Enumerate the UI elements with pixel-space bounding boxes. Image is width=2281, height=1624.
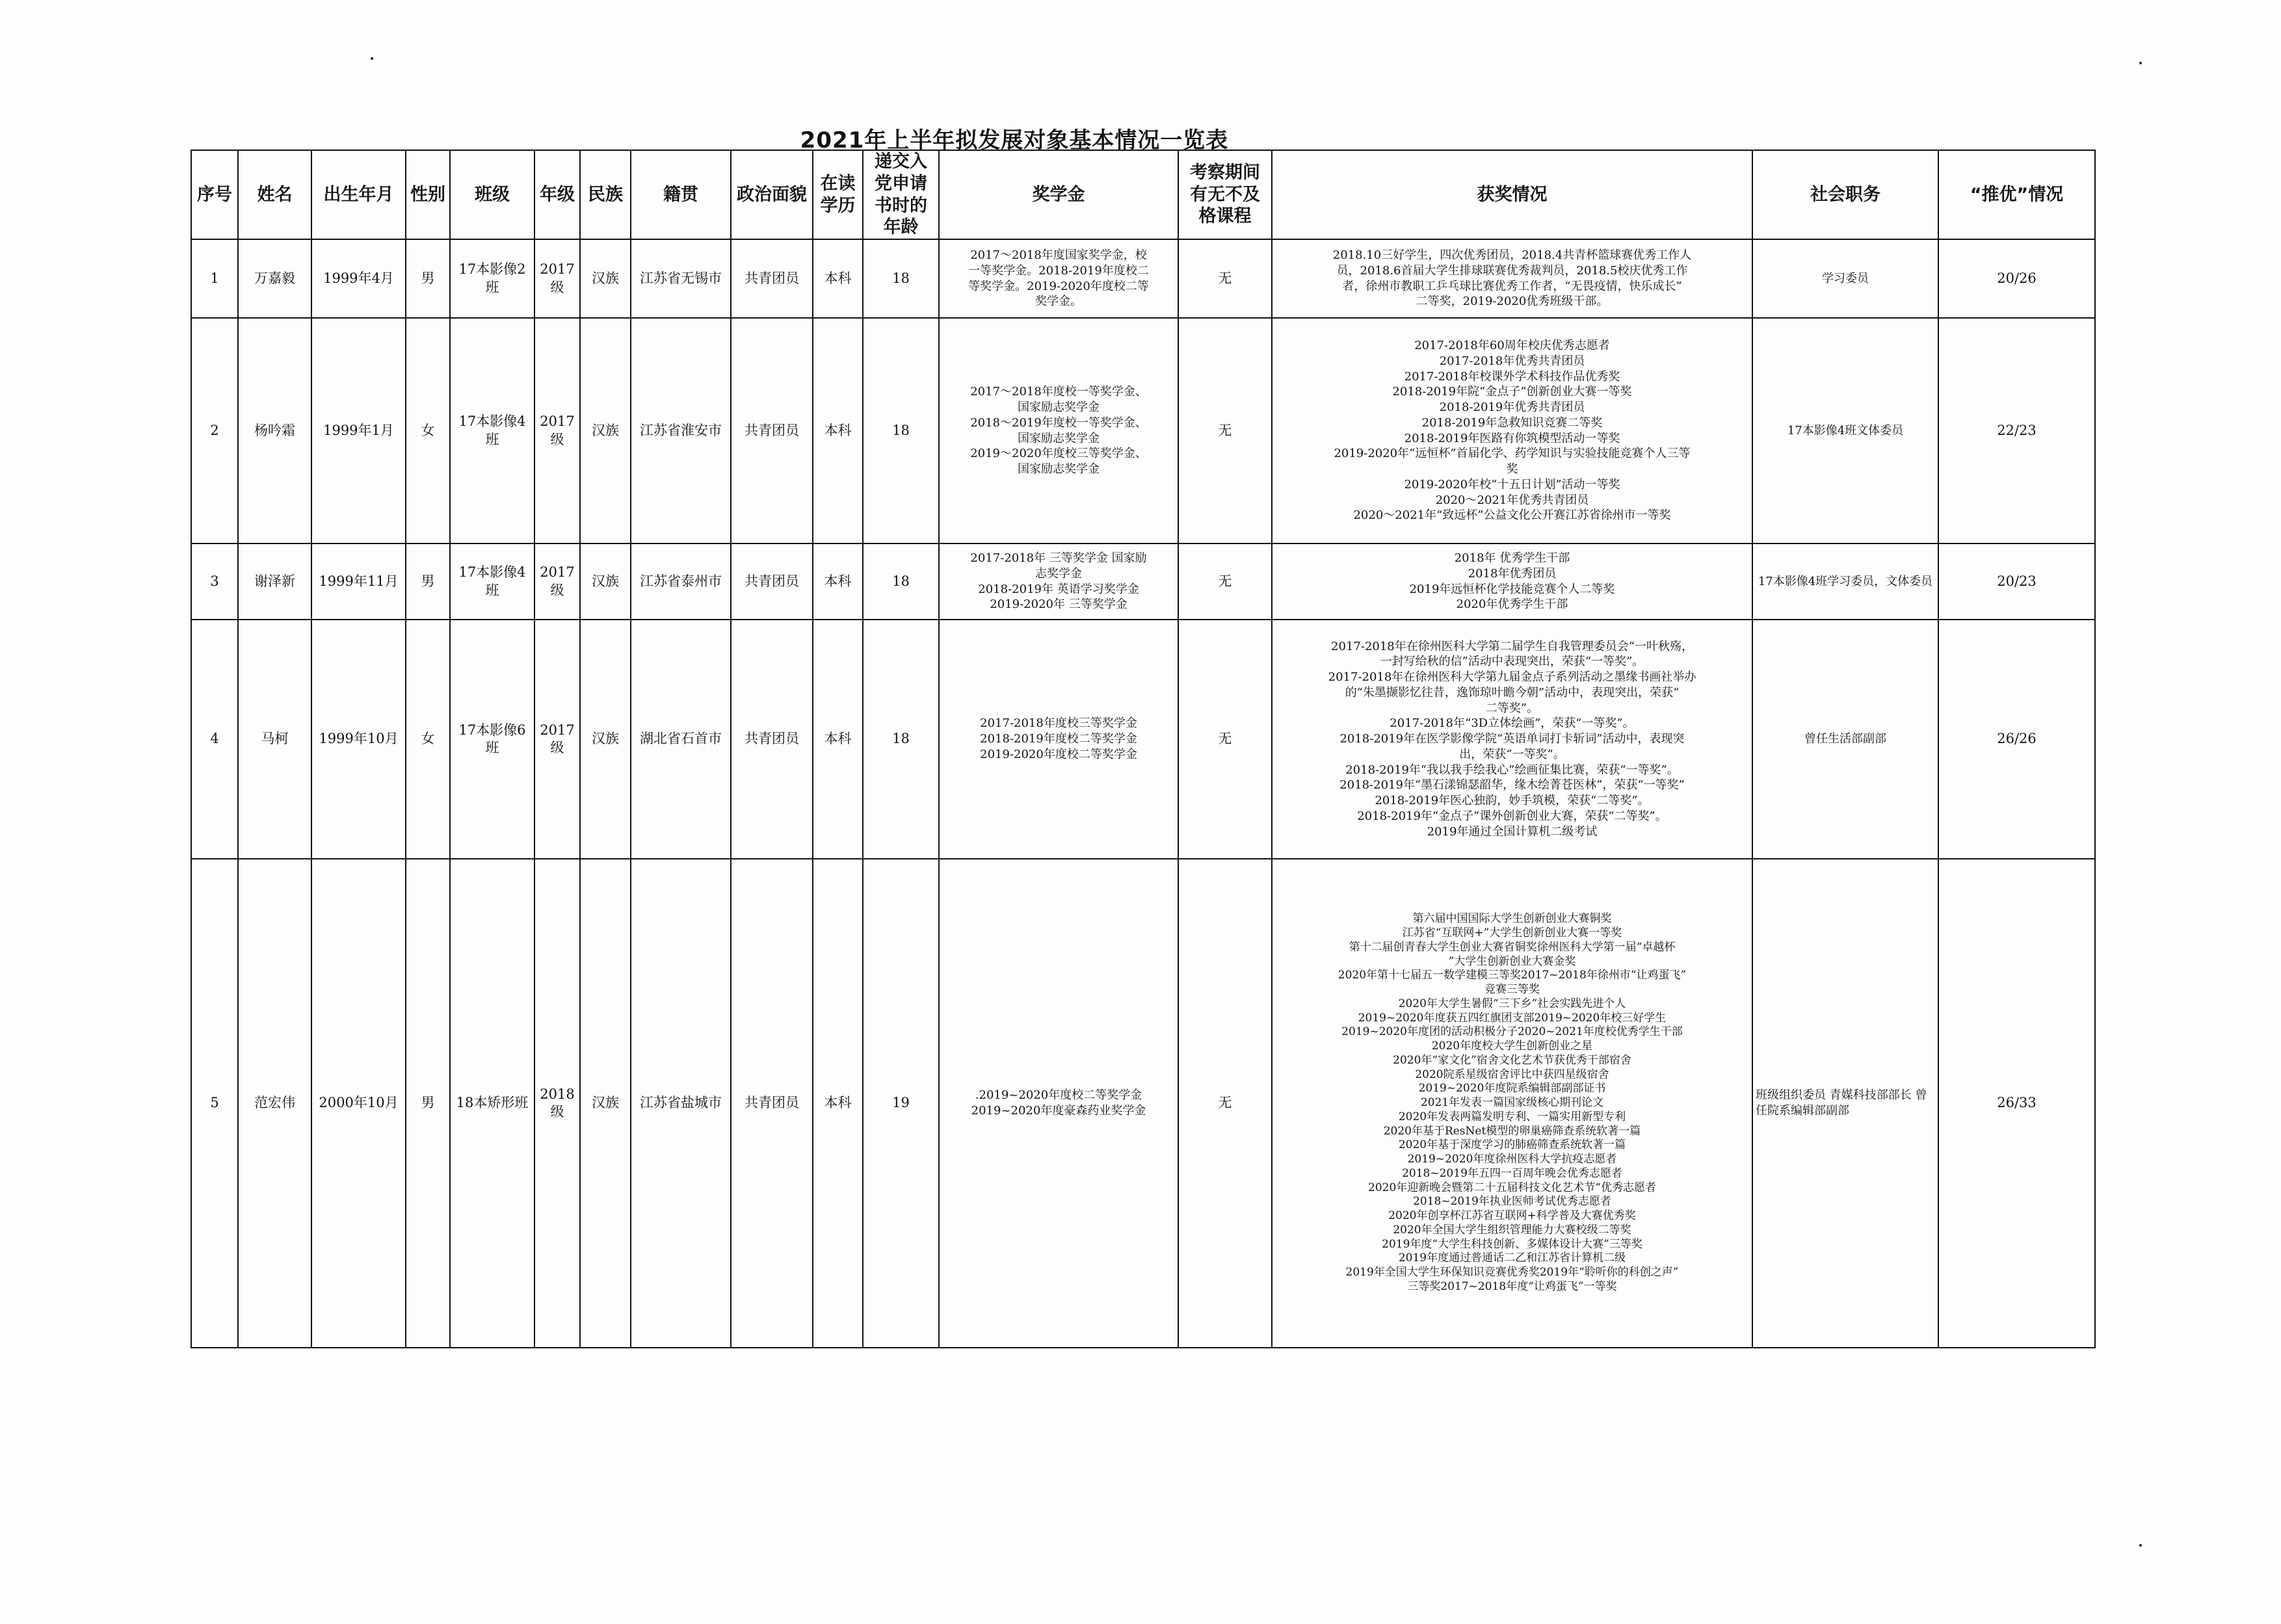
awards-cell-line: 2019年全国大学生环保知识竞赛优秀奖2019年“聆听你的科创之声” bbox=[1345, 1266, 1679, 1279]
header-cell: 序号 bbox=[191, 150, 238, 239]
awards-cell-line: 2019~2020年度获五四红旗团支部2019~2020年校三好学生 bbox=[1358, 1011, 1667, 1025]
recommend-cell: 26/26 bbox=[1938, 620, 2095, 859]
scholarship-cell bbox=[939, 859, 1178, 1348]
scholarship-cell-line: 2018～2019年度校一等奖学金、 bbox=[970, 415, 1147, 430]
header-cell: 奖学金 bbox=[939, 150, 1178, 239]
header-cell: 年级 bbox=[534, 150, 580, 239]
education-cell: 本科 bbox=[813, 544, 863, 620]
awards-cell-line: 出，荣获“一等奖”。 bbox=[1459, 747, 1565, 761]
awards-cell-line: 2020年大学生暑假“三下乡”社会实践先进个人 bbox=[1398, 997, 1626, 1010]
row-number: 1 bbox=[191, 239, 238, 318]
header-cell: 性别 bbox=[406, 150, 450, 239]
scholarship-cell-line: 2019～2020年度校三等奖学金、 bbox=[970, 447, 1147, 461]
social-duty-cell: 17本影像4班文体委员 bbox=[1752, 318, 1938, 544]
origin-cell: 江苏省盐城市 bbox=[631, 859, 731, 1348]
grade-cell: 2017级 bbox=[534, 318, 580, 544]
ethnic-cell: 汉族 bbox=[580, 239, 631, 318]
header-cell: 民族 bbox=[580, 150, 631, 239]
age-cell: 18 bbox=[863, 544, 939, 620]
grade-cell: 2017级 bbox=[534, 239, 580, 318]
table-body bbox=[191, 239, 2095, 1348]
ethnic-cell: 汉族 bbox=[580, 859, 631, 1348]
scan-speck bbox=[2139, 62, 2142, 64]
awards-cell-line: 2018~2019年五四一百周年晚会优秀志愿者 bbox=[1402, 1166, 1622, 1180]
gender-cell: 女 bbox=[406, 620, 450, 859]
awards-cell-line: 2019-2020年“远恒杯”首届化学、药学知识与实验技能竞赛个人三等 bbox=[1334, 447, 1691, 461]
awards-cell-line: 2020年全国大学生组织管理能力大赛校级二等奖 bbox=[1393, 1223, 1631, 1237]
awards-cell-line: 2018-2019年医路有你筑模型活动一等奖 bbox=[1404, 431, 1620, 445]
class-cell: 17本影像4班 bbox=[450, 544, 534, 620]
awards-cell-line: 2019-2020年校“十五日计划”活动一等奖 bbox=[1404, 477, 1620, 491]
education-cell: 本科 bbox=[813, 239, 863, 318]
name-cell: 范宏伟 bbox=[238, 859, 311, 1348]
awards-cell-line: 2019~2020年度徐州医科大学抗疫志愿者 bbox=[1407, 1153, 1617, 1166]
scholarship-cell-line: 2017～2018年度校一等奖学金、 bbox=[970, 385, 1147, 399]
awards-cell-line: 第十二届创青春大学生创业大赛省铜奖徐州医科大学第一届“卓越杯 bbox=[1349, 940, 1676, 954]
awards-cell-line: 2018年 优秀学生干部 bbox=[1454, 551, 1570, 565]
age-cell: 18 bbox=[863, 620, 939, 859]
origin-cell: 江苏省无锡市 bbox=[631, 239, 731, 318]
scholarship-cell bbox=[939, 544, 1178, 620]
awards-cell-line: 2020年度校大学生创新创业之星 bbox=[1431, 1040, 1593, 1053]
ethnic-cell: 汉族 bbox=[580, 620, 631, 859]
political-cell: 共青团员 bbox=[731, 239, 813, 318]
awards-cell-line: 2018年优秀团员 bbox=[1468, 566, 1557, 581]
awards-cell-line: 2018-2019年院“金点子”创新创业大赛一等奖 bbox=[1392, 385, 1632, 399]
birth-cell: 1999年11月 bbox=[311, 544, 406, 620]
awards-cell-line: 2017-2018年“3D立体绘画”，荣获“一等奖”。 bbox=[1390, 716, 1635, 731]
ethnic-cell: 汉族 bbox=[580, 318, 631, 544]
awards-cell-line: 的“朱墨撷影忆往昔，逸饰琼叶瞻今朝”活动中，表现突出，荣获“ bbox=[1345, 685, 1680, 700]
scholarship-cell-line: 国家励志奖学金 bbox=[1018, 462, 1100, 476]
awards-cell-line: 2020～2021年“致远杯”公益文化公开赛江苏省徐州市一等奖 bbox=[1353, 508, 1671, 523]
table-row bbox=[191, 544, 2095, 620]
name-cell: 马柯 bbox=[238, 620, 311, 859]
gender-cell: 女 bbox=[406, 318, 450, 544]
scholarship-cell-line: 2017-2018年 三等奖学金 国家励 bbox=[970, 551, 1147, 565]
scholarship-cell-line: 志奖学金 bbox=[1035, 566, 1082, 581]
awards-cell-line: 2020年基于ResNet模型的卵巢癌筛查系统软著一篇 bbox=[1383, 1124, 1641, 1138]
recommend-cell: 20/23 bbox=[1938, 544, 2095, 620]
scholarship-cell-line: 国家励志奖学金 bbox=[1018, 431, 1100, 445]
header-cell: 班级 bbox=[450, 150, 534, 239]
awards-cell bbox=[1272, 859, 1752, 1348]
header-cell: 政治面貌 bbox=[731, 150, 813, 239]
class-cell: 18本矫形班 bbox=[450, 859, 534, 1348]
failed-course-cell: 无 bbox=[1178, 620, 1272, 859]
name-cell: 杨吟霜 bbox=[238, 318, 311, 544]
gender-cell: 男 bbox=[406, 544, 450, 620]
awards-cell-line: 奖 bbox=[1506, 462, 1518, 476]
awards-cell-line: 2019年通过全国计算机二级考试 bbox=[1427, 824, 1598, 839]
awards-cell-line: 2020年“家文化”宿舍文化艺术节获优秀干部宿舍 bbox=[1393, 1053, 1631, 1067]
scan-speck bbox=[2139, 1544, 2142, 1547]
origin-cell: 湖北省石首市 bbox=[631, 620, 731, 859]
failed-course-cell: 无 bbox=[1178, 239, 1272, 318]
awards-cell bbox=[1272, 239, 1752, 318]
header-cell: 出生年月 bbox=[311, 150, 406, 239]
failed-course-cell: 无 bbox=[1178, 859, 1272, 1348]
header-cell: 姓名 bbox=[238, 150, 311, 239]
social-duty-cell: 曾任生活部副部 bbox=[1752, 620, 1938, 859]
awards-cell-line: 2018-2019年优秀共青团员 bbox=[1439, 400, 1585, 414]
scholarship-cell-line: 2018-2019年度校二等奖学金 bbox=[980, 732, 1137, 746]
political-cell: 共青团员 bbox=[731, 859, 813, 1348]
origin-cell: 江苏省泰州市 bbox=[631, 544, 731, 620]
birth-cell: 1999年10月 bbox=[311, 620, 406, 859]
awards-cell bbox=[1272, 318, 1752, 544]
recommend-cell: 20/26 bbox=[1938, 239, 2095, 318]
gender-cell: 男 bbox=[406, 859, 450, 1348]
awards-cell-line: 二等奖”。 bbox=[1485, 701, 1539, 715]
political-cell: 共青团员 bbox=[731, 620, 813, 859]
political-cell: 共青团员 bbox=[731, 318, 813, 544]
awards-cell bbox=[1272, 544, 1752, 620]
name-cell: 万嘉毅 bbox=[238, 239, 311, 318]
recommend-cell: 22/23 bbox=[1938, 318, 2095, 544]
failed-course-cell: 无 bbox=[1178, 544, 1272, 620]
scholarship-cell-line: 2017-2018年度校三等奖学金 bbox=[980, 716, 1137, 731]
ethnic-cell: 汉族 bbox=[580, 544, 631, 620]
scholarship-cell-line: 2017～2018年度国家奖学金，校 bbox=[970, 248, 1147, 262]
header-cell: 籍贯 bbox=[631, 150, 731, 239]
grade-cell: 2017级 bbox=[534, 620, 580, 859]
scholarship-cell bbox=[939, 620, 1178, 859]
awards-cell-line: 一封写给秋的信”活动中表现突出，荣获“一等奖”。 bbox=[1380, 655, 1644, 669]
awards-cell-line: 2018~2019年执业医师考试优秀志愿者 bbox=[1413, 1195, 1611, 1209]
awards-cell-line: 2017-2018年校课外学术科技作品优秀奖 bbox=[1404, 369, 1620, 384]
table-row bbox=[191, 620, 2095, 859]
scholarship-cell bbox=[939, 318, 1178, 544]
awards-cell-line: 2020年迎新晚会暨第二十五届科技文化艺术节“优秀志愿者 bbox=[1368, 1181, 1656, 1194]
awards-cell-line: 2020院系星级宿舍评比中获四星级宿舍 bbox=[1415, 1067, 1609, 1081]
scholarship-cell-line: 2018-2019年 英语学习奖学金 bbox=[978, 582, 1139, 596]
header-cell: 递交入党申请书时的年龄 bbox=[863, 150, 939, 239]
birth-cell: 2000年10月 bbox=[311, 859, 406, 1348]
row-number: 5 bbox=[191, 859, 238, 1348]
header-cell: 社会职务 bbox=[1752, 150, 1938, 239]
origin-cell: 江苏省淮安市 bbox=[631, 318, 731, 544]
scholarship-cell-line: .2019~2020年度校二等奖学金 bbox=[975, 1088, 1142, 1103]
birth-cell: 1999年1月 bbox=[311, 318, 406, 544]
scholarship-cell-line: 2019~2020年度豪森药业奖学金 bbox=[971, 1104, 1146, 1118]
age-cell: 18 bbox=[863, 318, 939, 544]
header-row bbox=[191, 150, 2095, 239]
table-row bbox=[191, 318, 2095, 544]
awards-cell-line: ”大学生创新创业大赛金奖 bbox=[1448, 954, 1576, 968]
awards-cell-line: 2019年远恒杯化学技能竞赛个人二等奖 bbox=[1409, 582, 1615, 596]
failed-course-cell: 无 bbox=[1178, 318, 1272, 544]
grade-cell: 2017级 bbox=[534, 544, 580, 620]
age-cell: 18 bbox=[863, 239, 939, 318]
birth-cell: 1999年4月 bbox=[311, 239, 406, 318]
awards-cell-line: 2017-2018年在徐州医科大学第二届学生自我管理委员会“一叶秋殇， bbox=[1331, 639, 1693, 653]
awards-cell-line: 2019年度“大学生科技创新、多媒体设计大赛”三等奖 bbox=[1382, 1237, 1642, 1251]
awards-cell-line: 者，徐州市教职工乒乓球比赛优秀工作者，“无畏疫情，快乐成长” bbox=[1342, 279, 1682, 293]
social-duty-cell: 班级组织委员 青媒科技部部长 曾任院系编辑部副部 bbox=[1752, 859, 1938, 1348]
class-cell: 17本影像4班 bbox=[450, 318, 534, 544]
awards-cell-line: 2020年基于深度学习的肺癌筛查系统软著一篇 bbox=[1398, 1138, 1626, 1152]
class-cell: 17本影像6班 bbox=[450, 620, 534, 859]
awards-cell-line: 2017-2018年在徐州医科大学第九届金点子系列活动之墨缘书画社举办 bbox=[1328, 670, 1696, 685]
awards-cell-line: 2018-2019年在医学影像学院“英语单词打卡斩词”活动中，表现突 bbox=[1339, 732, 1685, 746]
awards-cell-line: 2020年优秀学生干部 bbox=[1456, 597, 1568, 612]
awards-cell-line: 第六届中国国际大学生创新创业大赛铜奖 bbox=[1412, 912, 1612, 926]
awards-cell-line: 员，2018.6首届大学生排球联赛优秀裁判员，2018.5校庆优秀工作 bbox=[1336, 263, 1688, 278]
row-number: 3 bbox=[191, 544, 238, 620]
scholarship-cell-line: 奖学金。 bbox=[1035, 295, 1082, 309]
awards-cell-line: 2019年度通过普通话二乙和江苏省计算机二级 bbox=[1398, 1251, 1626, 1265]
gender-cell: 男 bbox=[406, 239, 450, 318]
scholarship-cell-line: 2019-2020年 三等奖学金 bbox=[990, 597, 1127, 612]
awards-cell-line: 2018-2019年医心独韵，妙手筑模，荣获“二等奖”。 bbox=[1375, 794, 1650, 808]
awards-cell-line: 2018.10三好学生，四次优秀团员，2018.4共青杯篮球赛优秀工作人 bbox=[1332, 248, 1692, 262]
awards-cell-line: 2017-2018年优秀共青团员 bbox=[1439, 354, 1585, 368]
scholarship-cell bbox=[939, 239, 1178, 318]
name-cell: 谢泽新 bbox=[238, 544, 311, 620]
scholarship-cell-line: 国家励志奖学金 bbox=[1018, 400, 1100, 414]
awards-cell-line: 2021年发表一篇国家级核心期刊论文 bbox=[1420, 1096, 1604, 1110]
awards-cell-line: 2019~2020年度团的活动积极分子2020~2021年度校优秀学生干部 bbox=[1341, 1025, 1683, 1039]
education-cell: 本科 bbox=[813, 318, 863, 544]
class-cell: 17本影像2班 bbox=[450, 239, 534, 318]
page-title: 2021年上半年拟发展对象基本情况一览表 bbox=[800, 127, 1229, 153]
political-cell: 共青团员 bbox=[731, 544, 813, 620]
awards-cell-line: 二等奖，2019-2020优秀班级干部。 bbox=[1416, 295, 1609, 309]
social-duty-cell: 学习委员 bbox=[1752, 239, 1938, 318]
awards-cell-line: 2020年第十七届五一数学建模三等奖2017~2018年徐州市“让鸡蛋飞” bbox=[1338, 969, 1687, 982]
table-row bbox=[191, 239, 2095, 318]
awards-cell-line: 2020年创享杯江苏省互联网+科学普及大赛优秀奖 bbox=[1388, 1209, 1636, 1223]
scholarship-cell-line: 一等奖学金。2018-2019年度校二 bbox=[968, 263, 1149, 278]
awards-cell-line: 2017-2018年60周年校庆优秀志愿者 bbox=[1414, 339, 1610, 352]
awards-cell-line: 2018-2019年“我以我手绘我心”绘画征集比赛，荣获“一等奖”。 bbox=[1345, 763, 1679, 777]
scan-speck bbox=[371, 57, 373, 60]
header-cell: 考察期间有无不及格课程 bbox=[1178, 150, 1272, 239]
row-number: 4 bbox=[191, 620, 238, 859]
table-row bbox=[191, 859, 2095, 1348]
header-cell: 获奖情况 bbox=[1272, 150, 1752, 239]
row-number: 2 bbox=[191, 318, 238, 544]
header-cell: 在读学历 bbox=[813, 150, 863, 239]
awards-cell bbox=[1272, 620, 1752, 859]
education-cell: 本科 bbox=[813, 620, 863, 859]
awards-cell-line: 2018-2019年“金点子”课外创新创业大赛，荣获“二等奖”。 bbox=[1357, 809, 1667, 823]
grade-cell: 2018级 bbox=[534, 859, 580, 1348]
education-cell: 本科 bbox=[813, 859, 863, 1348]
awards-cell-line: 三等奖2017~2018年度“让鸡蛋飞”一等奖 bbox=[1407, 1279, 1617, 1293]
awards-cell-line: 2018-2019年“墨石漾锦瑟韶华，缘木绘菁苍医林”，荣获“一等奖” bbox=[1339, 778, 1685, 792]
age-cell: 19 bbox=[863, 859, 939, 1348]
header-cell: “推优”情况 bbox=[1938, 150, 2095, 239]
awards-cell-line: 竞赛三等奖 bbox=[1484, 983, 1540, 997]
candidate-table bbox=[191, 150, 2096, 1348]
scholarship-cell-line: 等奖学金。2019-2020年度校二等 bbox=[968, 279, 1149, 293]
awards-cell-line: 2020年发表两篇发明专利、一篇实用新型专利 bbox=[1398, 1110, 1626, 1123]
awards-cell-line: 2020～2021年优秀共青团员 bbox=[1435, 493, 1589, 507]
awards-cell-line: 2018-2019年急救知识竞赛二等奖 bbox=[1421, 415, 1603, 430]
recommend-cell: 26/33 bbox=[1938, 859, 2095, 1348]
awards-cell-line: 2019~2020年度院系编辑部副部证书 bbox=[1418, 1082, 1606, 1095]
social-duty-cell: 17本影像4班学习委员，文体委员 bbox=[1752, 544, 1938, 620]
scholarship-cell-line: 2019-2020年度校二等奖学金 bbox=[980, 747, 1137, 761]
awards-cell-line: 江苏省“互联网+”大学生创新创业大赛一等奖 bbox=[1402, 926, 1622, 940]
